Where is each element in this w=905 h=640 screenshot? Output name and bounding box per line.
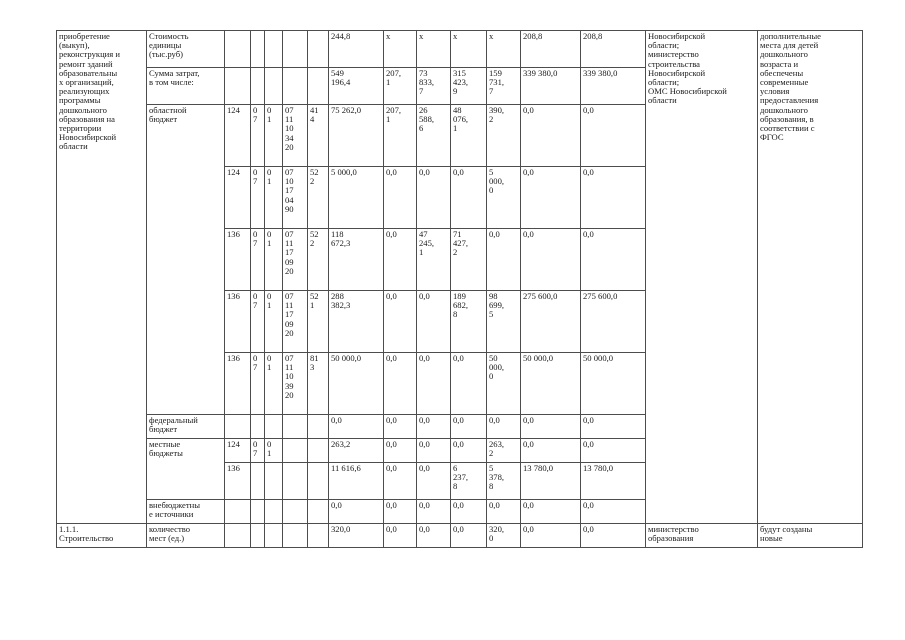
indicator-cell: внебюджетны е источники [147, 500, 225, 524]
grbs-cell: 136 [225, 291, 251, 353]
csr-cell: 07 11 10 39 20 [283, 353, 308, 415]
total-cell: 50 000,0 [329, 353, 384, 415]
table-row [57, 31, 863, 68]
year-1-cell: х [384, 31, 417, 68]
pr-cell [265, 68, 283, 105]
csr-cell [283, 439, 308, 463]
year-2-cell: 0,0 [417, 524, 451, 548]
pr-cell [265, 500, 283, 524]
year-2-cell: 0,0 [417, 439, 451, 463]
year-6-cell: 13 780,0 [581, 463, 646, 500]
grbs-cell [225, 500, 251, 524]
year-5-cell: 208,8 [521, 31, 581, 68]
year-4-cell: 320, 0 [487, 524, 521, 548]
year-5-cell: 0,0 [521, 415, 581, 439]
responsible-executor-cell: Новосибирской области; министерство строительства Новосибирской области; ОМС Новосибирской области [646, 31, 758, 524]
total-cell: 263,2 [329, 439, 384, 463]
pr-cell [265, 31, 283, 68]
year-5-cell: 0,0 [521, 229, 581, 291]
year-3-cell: 71 427, 2 [451, 229, 487, 291]
csr-cell: 07 11 17 09 20 [283, 291, 308, 353]
grbs-cell [225, 524, 251, 548]
year-1-cell: 0,0 [384, 500, 417, 524]
year-2-cell: 0,0 [417, 415, 451, 439]
rz-cell [251, 31, 265, 68]
grbs-cell: 124 [225, 105, 251, 167]
year-3-cell: 0,0 [451, 353, 487, 415]
csr-cell: 07 11 17 09 20 [283, 229, 308, 291]
year-5-cell: 0,0 [521, 439, 581, 463]
year-1-cell: 0,0 [384, 291, 417, 353]
year-1-cell: 0,0 [384, 439, 417, 463]
year-2-cell: 0,0 [417, 463, 451, 500]
year-6-cell: 275 600,0 [581, 291, 646, 353]
grbs-cell [225, 415, 251, 439]
total-cell: 75 262,0 [329, 105, 384, 167]
year-5-cell: 0,0 [521, 500, 581, 524]
year-2-cell: 73 833, 7 [417, 68, 451, 105]
csr-cell: 07 10 17 04 90 [283, 167, 308, 229]
year-4-cell: 98 699, 5 [487, 291, 521, 353]
vr-cell [308, 439, 329, 463]
pr-cell: 0 1 [265, 291, 283, 353]
grbs-cell: 124 [225, 167, 251, 229]
year-4-cell: 0,0 [487, 229, 521, 291]
year-2-cell: 26 588, 6 [417, 105, 451, 167]
year-3-cell: 48 076, 1 [451, 105, 487, 167]
year-5-cell: 0,0 [521, 105, 581, 167]
year-6-cell: 0,0 [581, 229, 646, 291]
total-cell: 0,0 [329, 500, 384, 524]
program-activities-table [56, 30, 863, 548]
year-3-cell: 0,0 [451, 524, 487, 548]
year-3-cell: 6 237, 8 [451, 463, 487, 500]
year-6-cell: 0,0 [581, 524, 646, 548]
total-cell: 244,8 [329, 31, 384, 68]
csr-cell [283, 463, 308, 500]
year-6-cell: 0,0 [581, 415, 646, 439]
year-5-cell: 0,0 [521, 524, 581, 548]
year-3-cell: 315 423, 9 [451, 68, 487, 105]
year-4-cell: 0,0 [487, 500, 521, 524]
rz-cell: 0 7 [251, 167, 265, 229]
rz-cell: 0 7 [251, 291, 265, 353]
table-row [57, 524, 863, 548]
vr-cell [308, 31, 329, 68]
year-1-cell: 0,0 [384, 167, 417, 229]
year-6-cell: 0,0 [581, 105, 646, 167]
responsible-executor-cell: министерство образования [646, 524, 758, 548]
pr-cell [265, 524, 283, 548]
pr-cell: 0 1 [265, 167, 283, 229]
indicator-cell: количество мест (ед.) [147, 524, 225, 548]
vr-cell [308, 68, 329, 105]
total-cell: 0,0 [329, 415, 384, 439]
year-4-cell: 50 000, 0 [487, 353, 521, 415]
year-3-cell: х [451, 31, 487, 68]
year-1-cell: 0,0 [384, 524, 417, 548]
indicator-cell: областной бюджет [147, 105, 225, 415]
activity-name-cell: 1.1.1. Строительство [57, 524, 147, 548]
year-6-cell: 50 000,0 [581, 353, 646, 415]
grbs-cell: 124 [225, 439, 251, 463]
year-5-cell: 0,0 [521, 167, 581, 229]
csr-cell [283, 524, 308, 548]
year-1-cell: 207, 1 [384, 105, 417, 167]
csr-cell [283, 68, 308, 105]
year-6-cell: 0,0 [581, 439, 646, 463]
year-3-cell: 0,0 [451, 500, 487, 524]
vr-cell: 41 4 [308, 105, 329, 167]
indicator-cell: местные бюджеты [147, 439, 225, 500]
year-4-cell: 390, 2 [487, 105, 521, 167]
pr-cell: 0 1 [265, 229, 283, 291]
rz-cell [251, 500, 265, 524]
year-3-cell: 0,0 [451, 439, 487, 463]
rz-cell [251, 524, 265, 548]
grbs-cell [225, 31, 251, 68]
vr-cell: 52 2 [308, 167, 329, 229]
year-2-cell: х [417, 31, 451, 68]
year-6-cell: 0,0 [581, 167, 646, 229]
vr-cell [308, 463, 329, 500]
year-1-cell: 0,0 [384, 415, 417, 439]
vr-cell: 52 1 [308, 291, 329, 353]
year-2-cell: 47 245, 1 [417, 229, 451, 291]
csr-cell [283, 500, 308, 524]
grbs-cell: 136 [225, 229, 251, 291]
expected-result-cell: дополнительные места для детей дошкольного возраста и обеспечены современные условия предоставления дошкольного образования, в соответствии с ФГОС [758, 31, 863, 524]
grbs-cell [225, 68, 251, 105]
year-4-cell: 5 000, 0 [487, 167, 521, 229]
year-4-cell: 5 378, 8 [487, 463, 521, 500]
year-1-cell: 0,0 [384, 353, 417, 415]
vr-cell [308, 500, 329, 524]
year-5-cell: 275 600,0 [521, 291, 581, 353]
rz-cell: 0 7 [251, 439, 265, 463]
rz-cell [251, 415, 265, 439]
year-2-cell: 0,0 [417, 353, 451, 415]
rz-cell: 0 7 [251, 353, 265, 415]
pr-cell [265, 415, 283, 439]
year-2-cell: 0,0 [417, 291, 451, 353]
rz-cell [251, 463, 265, 500]
pr-cell: 0 1 [265, 353, 283, 415]
vr-cell [308, 524, 329, 548]
total-cell: 320,0 [329, 524, 384, 548]
expected-result-cell: будут созданы новые [758, 524, 863, 548]
year-5-cell: 50 000,0 [521, 353, 581, 415]
grbs-cell: 136 [225, 353, 251, 415]
indicator-cell: федеральный бюджет [147, 415, 225, 439]
rz-cell [251, 68, 265, 105]
vr-cell: 81 3 [308, 353, 329, 415]
rz-cell: 0 7 [251, 105, 265, 167]
vr-cell: 52 2 [308, 229, 329, 291]
year-6-cell: 0,0 [581, 500, 646, 524]
year-6-cell: 208,8 [581, 31, 646, 68]
total-cell: 549 196,4 [329, 68, 384, 105]
csr-cell [283, 31, 308, 68]
pr-cell: 0 1 [265, 439, 283, 463]
pr-cell: 0 1 [265, 105, 283, 167]
year-5-cell: 13 780,0 [521, 463, 581, 500]
csr-cell [283, 415, 308, 439]
indicator-cell: Стоимость единицы (тыс.руб) [147, 31, 225, 68]
year-3-cell: 0,0 [451, 415, 487, 439]
total-cell: 5 000,0 [329, 167, 384, 229]
csr-cell: 07 11 10 34 20 [283, 105, 308, 167]
total-cell: 11 616,6 [329, 463, 384, 500]
year-3-cell: 0,0 [451, 167, 487, 229]
year-4-cell: 159 731, 7 [487, 68, 521, 105]
year-6-cell: 339 380,0 [581, 68, 646, 105]
indicator-cell: Сумма затрат, в том числе: [147, 68, 225, 105]
year-4-cell: 0,0 [487, 415, 521, 439]
grbs-cell: 136 [225, 463, 251, 500]
total-cell: 288 382,3 [329, 291, 384, 353]
vr-cell [308, 415, 329, 439]
year-1-cell: 207, 1 [384, 68, 417, 105]
year-3-cell: 189 682, 8 [451, 291, 487, 353]
year-2-cell: 0,0 [417, 167, 451, 229]
year-2-cell: 0,0 [417, 500, 451, 524]
rz-cell: 0 7 [251, 229, 265, 291]
activity-name-cell: приобретение (выкуп), реконструкция и ремонт зданий образовательны х организаций, реализующих программы дошкольного образования на территории Новосибирской области [57, 31, 147, 524]
pr-cell [265, 463, 283, 500]
year-5-cell: 339 380,0 [521, 68, 581, 105]
year-1-cell: 0,0 [384, 229, 417, 291]
year-1-cell: 0,0 [384, 463, 417, 500]
year-4-cell: 263, 2 [487, 439, 521, 463]
year-4-cell: х [487, 31, 521, 68]
total-cell: 118 672,3 [329, 229, 384, 291]
